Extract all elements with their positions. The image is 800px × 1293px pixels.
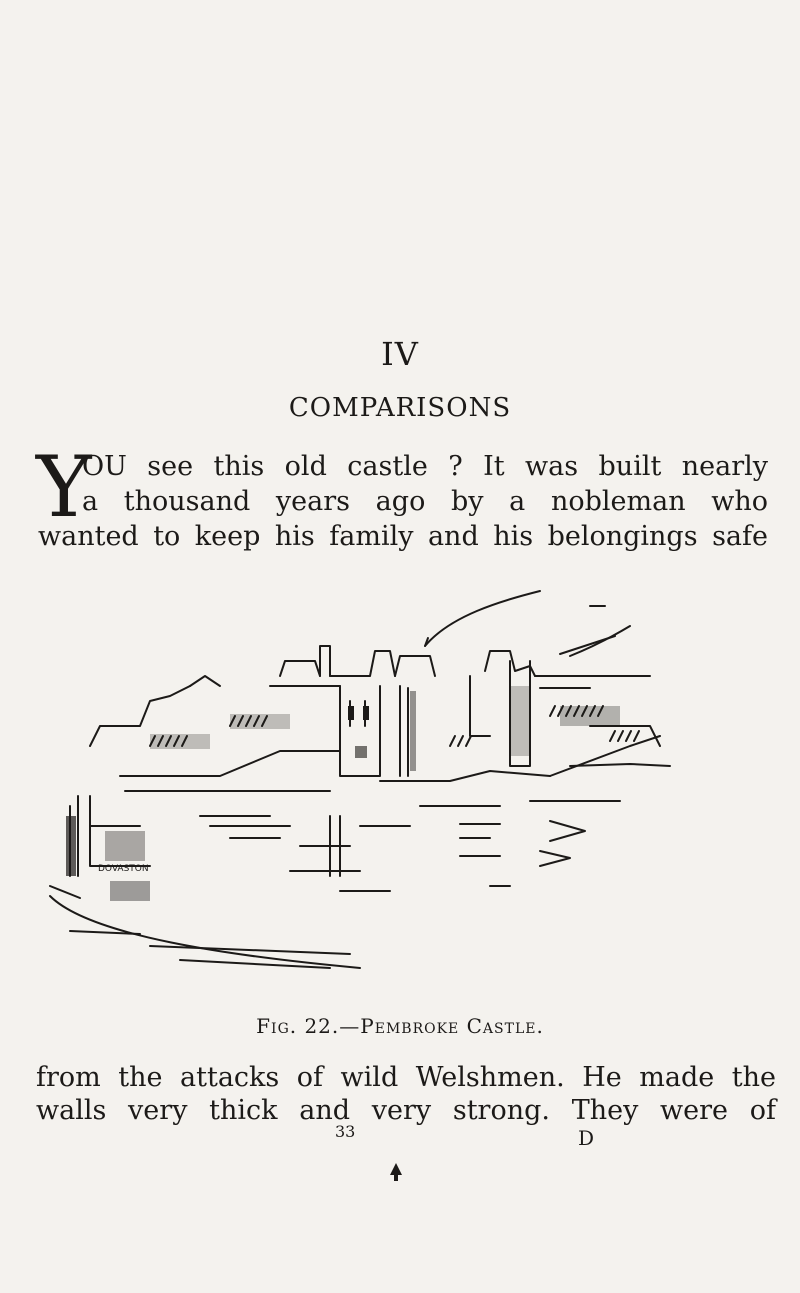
chapter-title: COMPARISONS [288, 393, 512, 423]
figure-caption: Fig. 22.—Pembroke Castle. [256, 1014, 544, 1038]
body-line: OU see this old castle ? It was built nearly [82, 451, 768, 482]
body-line: wanted to keep his family and his belongings safe [38, 521, 768, 552]
signature-mark: D [578, 1126, 595, 1150]
body-line: a thousand years ago by a nobleman who [82, 486, 768, 517]
chapter-number: IV [381, 335, 419, 373]
pembroke-castle-illustration [30, 576, 680, 1006]
svg-text:DOVASTON: DOVASTON [98, 864, 149, 874]
page-number: 33 [335, 1122, 356, 1141]
drop-cap: Y [36, 438, 92, 536]
printer-ornament-icon [388, 1163, 404, 1181]
body-line: from the attacks of wild Welshmen. He made the [36, 1062, 776, 1093]
body-line: walls very thick and very strong. They were of [36, 1095, 776, 1126]
